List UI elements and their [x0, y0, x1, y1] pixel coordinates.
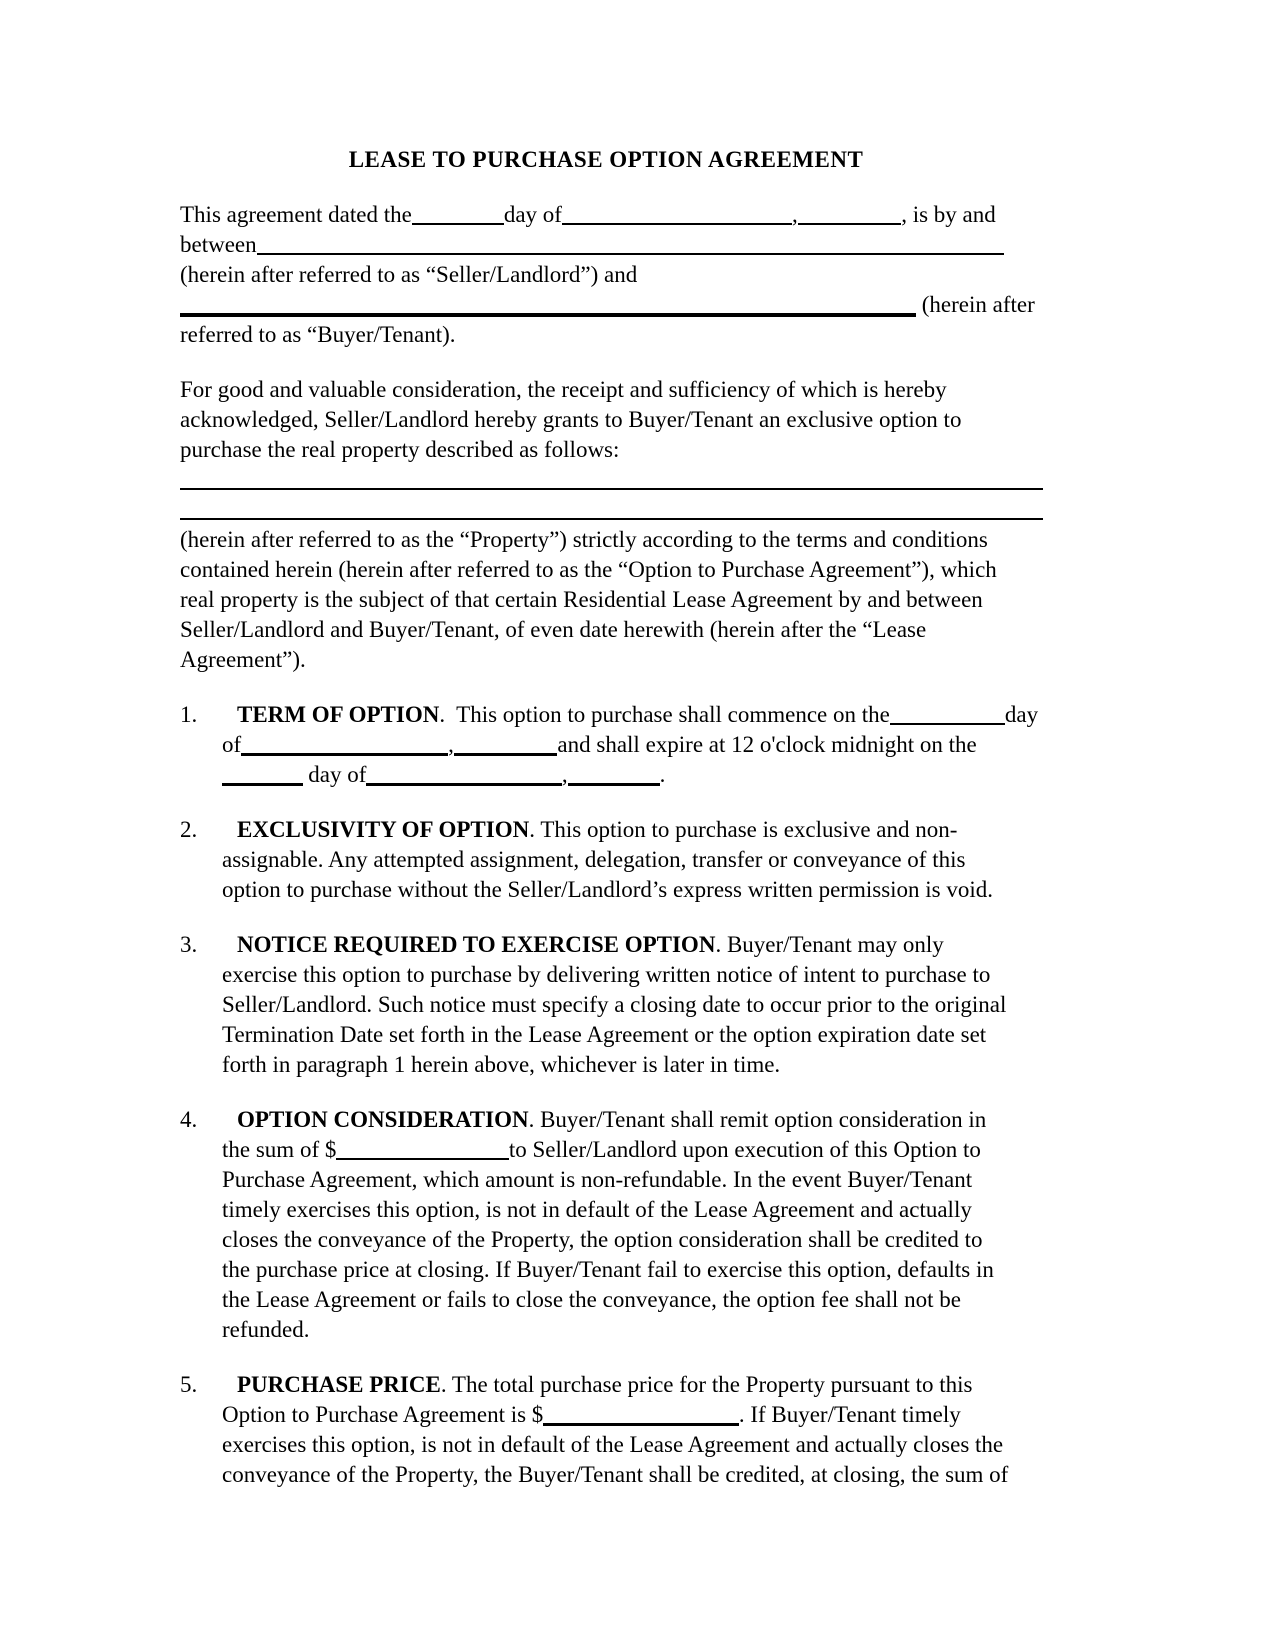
doc-line: [180, 495, 1032, 525]
doc-line: [180, 1370, 1032, 1400]
doc-line: [222, 1135, 1032, 1165]
doc-line: [222, 730, 1032, 760]
doc-line: [180, 260, 1032, 290]
doc-body: [180, 200, 1039, 1490]
text-run: For good and valuable consideration, the receipt and sufficiency of which is hereby: [180, 377, 947, 402]
text-run: to Seller/Landlord upon execution of this Option to: [508, 1137, 981, 1162]
doc-line: [180, 290, 1035, 320]
property-paragraph: [180, 525, 1032, 675]
doc-line: [222, 875, 1032, 905]
fill-in-blank: [890, 723, 1005, 725]
fill-in-blank: [454, 753, 558, 756]
text-run: ,: [791, 202, 798, 227]
fill-in-blank: [562, 223, 792, 225]
doc-line: [222, 990, 1032, 1020]
doc-line: [180, 700, 1039, 730]
item-number: 1.: [180, 702, 198, 727]
text-run: Seller/Landlord and Buyer/Tenant, of even date herewith (herein after the “Lease: [180, 617, 927, 642]
fill-in-blank: [180, 313, 916, 317]
text-run: . The total purchase price for the Property pursuant to this: [440, 1372, 973, 1397]
text-run: . This option to purchase shall commence on the: [439, 702, 890, 727]
text-run: the Lease Agreement or fails to close the conveyance, the option fee shall not be: [222, 1287, 961, 1312]
doc-line: [180, 230, 1032, 260]
fill-in-blank: [543, 1423, 739, 1426]
doc-line: [180, 465, 1032, 495]
doc-line: [180, 930, 1032, 960]
fill-in-blank: [336, 1158, 509, 1160]
section-purchase-price: [180, 1370, 1032, 1490]
fill-in-blank: [180, 518, 1043, 520]
text-run: (herein after referred to as the “Property”) strictly according to the terms and conditions: [180, 527, 988, 552]
section-exclusivity-of-option: [180, 815, 1032, 905]
consideration-paragraph: [180, 375, 1032, 465]
text-run: Agreement”).: [180, 647, 306, 672]
doc-line: [222, 1285, 1032, 1315]
text-run: contained herein (herein after referred to as the “Option to Purchase Agreement”), which: [180, 557, 997, 582]
text-run: the purchase price at closing. If Buyer/Tenant fail to exercise this option, defaults in: [222, 1257, 994, 1282]
doc-line: [180, 555, 1032, 585]
doc-line: [222, 1400, 1032, 1430]
text-run: . Buyer/Tenant shall remit option consideration in: [528, 1107, 987, 1132]
doc-line: [222, 960, 1032, 990]
text-run: purchase the real property described as follows:: [180, 437, 620, 462]
doc-line: [222, 1020, 1032, 1050]
doc-line: [222, 1195, 1032, 1225]
fill-in-blank: [241, 753, 448, 756]
text-run: closes the conveyance of the Property, the option consideration shall be credited to: [222, 1227, 983, 1252]
text-run: day of: [302, 762, 367, 787]
section-heading: OPTION CONSIDERATION: [237, 1107, 529, 1132]
text-run: exercises this option, is not in default of the Lease Agreement and actually closes the: [222, 1432, 1004, 1457]
doc-line: [180, 405, 1032, 435]
doc-line: [222, 1460, 1032, 1490]
doc-line: [180, 320, 1032, 350]
fill-in-blank: [568, 783, 660, 786]
text-run: ,: [448, 732, 454, 757]
text-run: acknowledged, Seller/Landlord hereby grants to Buyer/Tenant an exclusive option to: [180, 407, 962, 432]
doc-line: [180, 200, 1032, 230]
section-heading: EXCLUSIVITY OF OPTION: [237, 817, 530, 842]
text-run: day: [1004, 702, 1039, 727]
fill-in-blank: [180, 488, 1043, 490]
text-run: (herein after: [916, 292, 1035, 317]
text-run: option to purchase without the Seller/Landlord’s express written permission is void.: [222, 877, 994, 902]
fill-in-blank: [798, 223, 902, 225]
text-run: real property is the subject of that certain Residential Lease Agreement by and between: [180, 587, 983, 612]
text-run: assignable. Any attempted assignment, delegation, transfer or conveyance of this: [222, 847, 966, 872]
section-notice-required: [180, 930, 1032, 1080]
text-run: Option to Purchase Agreement is $: [222, 1402, 544, 1427]
text-run: ,: [561, 762, 568, 787]
text-run: conveyance of the Property, the Buyer/Tenant shall be credited, at closing, the sum of: [222, 1462, 1009, 1487]
doc-line: [222, 1255, 1032, 1285]
text-run: timely exercises this option, is not in default of the Lease Agreement and actually: [222, 1197, 972, 1222]
text-run: . If Buyer/Tenant timely: [738, 1402, 961, 1427]
fill-in-blank: [257, 253, 1005, 255]
doc-line: [180, 645, 1032, 675]
text-run: of: [222, 732, 242, 757]
fill-in-blank: [222, 783, 303, 786]
section-term-of-option: [180, 700, 1039, 790]
text-run: , is by and: [901, 202, 996, 227]
text-run: between: [180, 232, 257, 257]
fill-in-blank: [366, 783, 562, 786]
item-number: 5.: [180, 1372, 198, 1397]
doc-line: [222, 760, 1032, 790]
section-option-consideration: [180, 1105, 1032, 1345]
doc-title: LEASE TO PURCHASE OPTION AGREEMENT: [348, 147, 864, 172]
doc-line: [180, 615, 1032, 645]
opening-paragraph: [180, 200, 1035, 350]
doc-line: [222, 1050, 1032, 1080]
section-heading: PURCHASE PRICE: [237, 1372, 441, 1397]
doc-line: [180, 525, 1032, 555]
text-run: the sum of $: [222, 1137, 337, 1162]
doc-line: [180, 585, 1032, 615]
text-run: exercise this option to purchase by delivering written notice of intent to purchase to: [222, 962, 991, 987]
section-heading: TERM OF OPTION: [237, 702, 440, 727]
text-run: and shall expire at 12 o'clock midnight on the: [557, 732, 977, 757]
text-run: . This option to purchase is exclusive and non-: [529, 817, 958, 842]
text-run: Seller/Landlord. Such notice must specify a closing date to occur prior to the original: [222, 992, 1007, 1017]
doc-line: [180, 1105, 1032, 1135]
text-run: refunded.: [222, 1317, 310, 1342]
text-run: .: [659, 762, 666, 787]
text-run: Purchase Agreement, which amount is non-refundable. In the event Buyer/Tenant: [222, 1167, 973, 1192]
text-run: . Buyer/Tenant may only: [715, 932, 944, 957]
text-run: forth in paragraph 1 herein above, whichever is later in time.: [222, 1052, 781, 1077]
text-run: referred to as “Buyer/Tenant).: [180, 322, 456, 347]
doc-line: [222, 1225, 1032, 1255]
text-run: day of: [503, 202, 562, 227]
fill-in-blank: [412, 223, 504, 225]
doc-line: [180, 435, 1032, 465]
doc-line: [180, 375, 1032, 405]
item-number: 2.: [180, 817, 198, 842]
doc-line: [222, 1315, 1032, 1345]
item-number: 4.: [180, 1107, 198, 1132]
property-description-blanks: [180, 465, 1032, 525]
doc-line: [222, 1430, 1032, 1460]
text-run: (herein after referred to as “Seller/Landlord”) and: [180, 262, 638, 287]
text-run: This agreement dated the: [180, 202, 412, 227]
section-heading: NOTICE REQUIRED TO EXERCISE OPTION: [237, 932, 716, 957]
text-run: Termination Date set forth in the Lease Agreement or the option expiration date set: [222, 1022, 987, 1047]
item-number: 3.: [180, 932, 198, 957]
doc-line: [180, 815, 1032, 845]
doc-line: [222, 845, 1032, 875]
doc-line: [222, 1165, 1032, 1195]
